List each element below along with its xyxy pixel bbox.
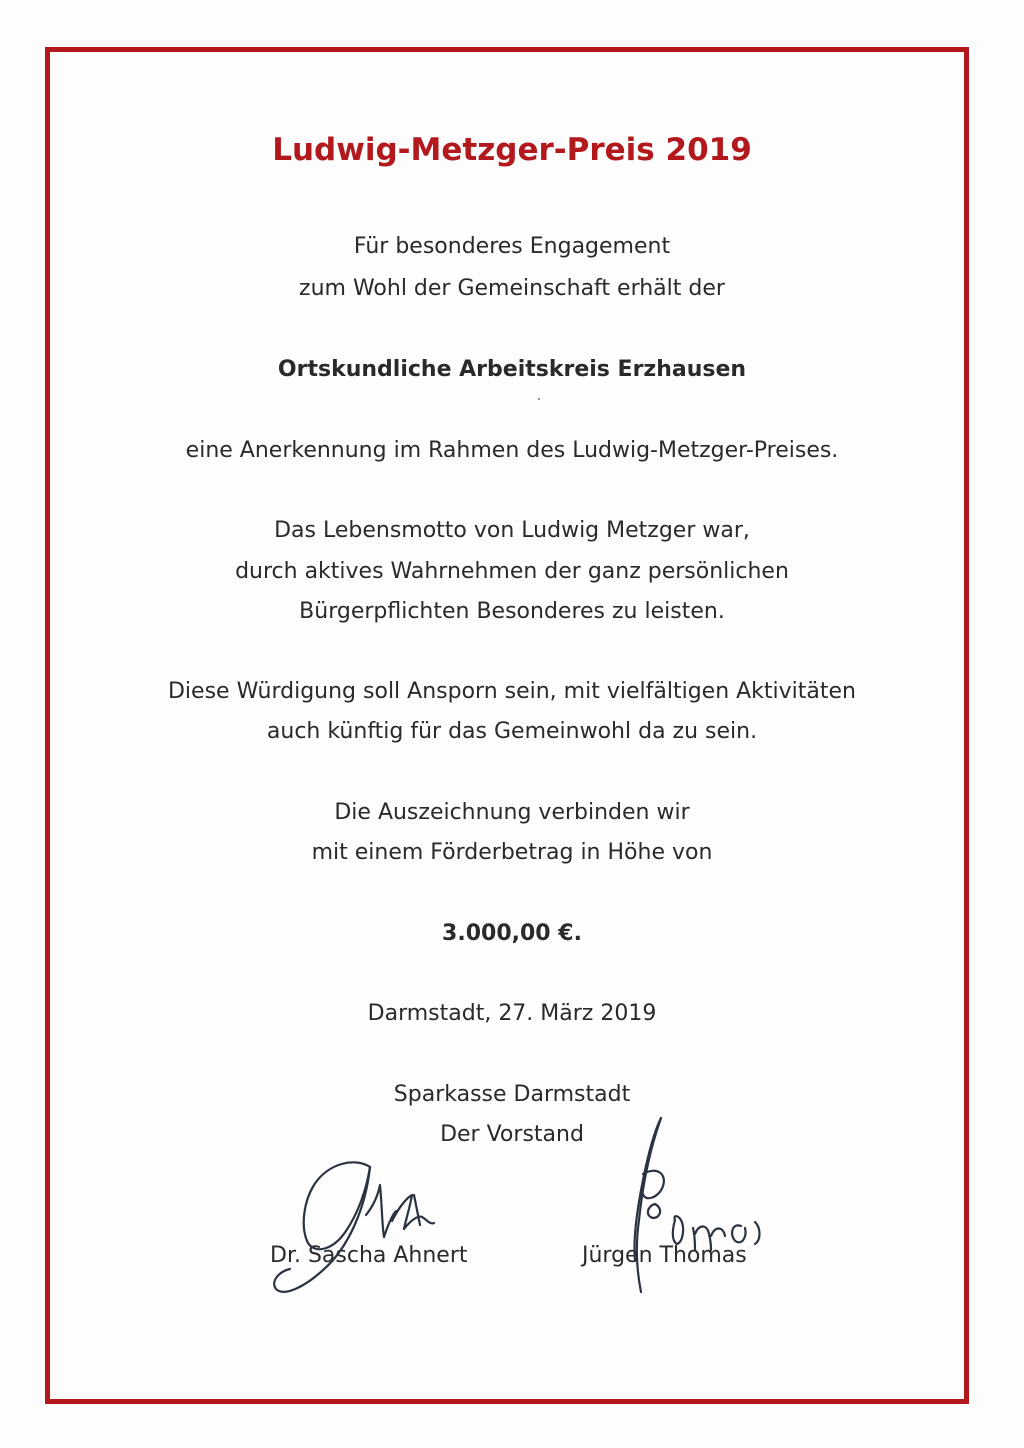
scan-speck bbox=[538, 398, 540, 400]
board-label: Der Vorstand bbox=[440, 1122, 584, 1147]
intro-line-1: Für besonderes Engagement bbox=[353, 234, 671, 259]
incentive-line-1: Diese Würdigung soll Ansporn sein, mit vielfältigen Aktivitäten bbox=[167, 679, 856, 704]
place-and-date: Darmstadt, 27. März 2019 bbox=[367, 1001, 657, 1026]
motto-line-1: Das Lebensmotto von Ludwig Metzger war, bbox=[274, 518, 750, 543]
recognition-line: eine Anerkennung im Rahmen des Ludwig-Metzger-Preises. bbox=[185, 438, 839, 463]
signature-thomas bbox=[615, 1110, 775, 1305]
certificate-title: Ludwig-Metzger-Preis 2019 bbox=[272, 132, 752, 168]
recipient-name: Ortskundliche Arbeitskreis Erzhausen bbox=[277, 357, 747, 382]
award-line-1: Die Auszeichnung verbinden wir bbox=[334, 800, 690, 825]
issuer-name: Sparkasse Darmstadt bbox=[393, 1082, 631, 1107]
award-line-2: mit einem Förderbetrag in Höhe von bbox=[311, 840, 713, 865]
incentive-line-2: auch künftig für das Gemeinwohl da zu sein. bbox=[266, 719, 758, 744]
motto-line-3: Bürgerpflichten Besonderes zu leisten. bbox=[299, 599, 725, 624]
signatory-1-name: Dr. Sascha Ahnert bbox=[270, 1243, 468, 1268]
signature-ahnert bbox=[270, 1155, 460, 1305]
signatory-2-name: Jürgen Thomas bbox=[582, 1243, 747, 1268]
intro-line-2: zum Wohl der Gemeinschaft erhält der bbox=[299, 276, 725, 301]
award-amount: 3.000,00 €. bbox=[442, 921, 582, 946]
motto-line-2: durch aktives Wahrnehmen der ganz persönlichen bbox=[235, 559, 789, 584]
